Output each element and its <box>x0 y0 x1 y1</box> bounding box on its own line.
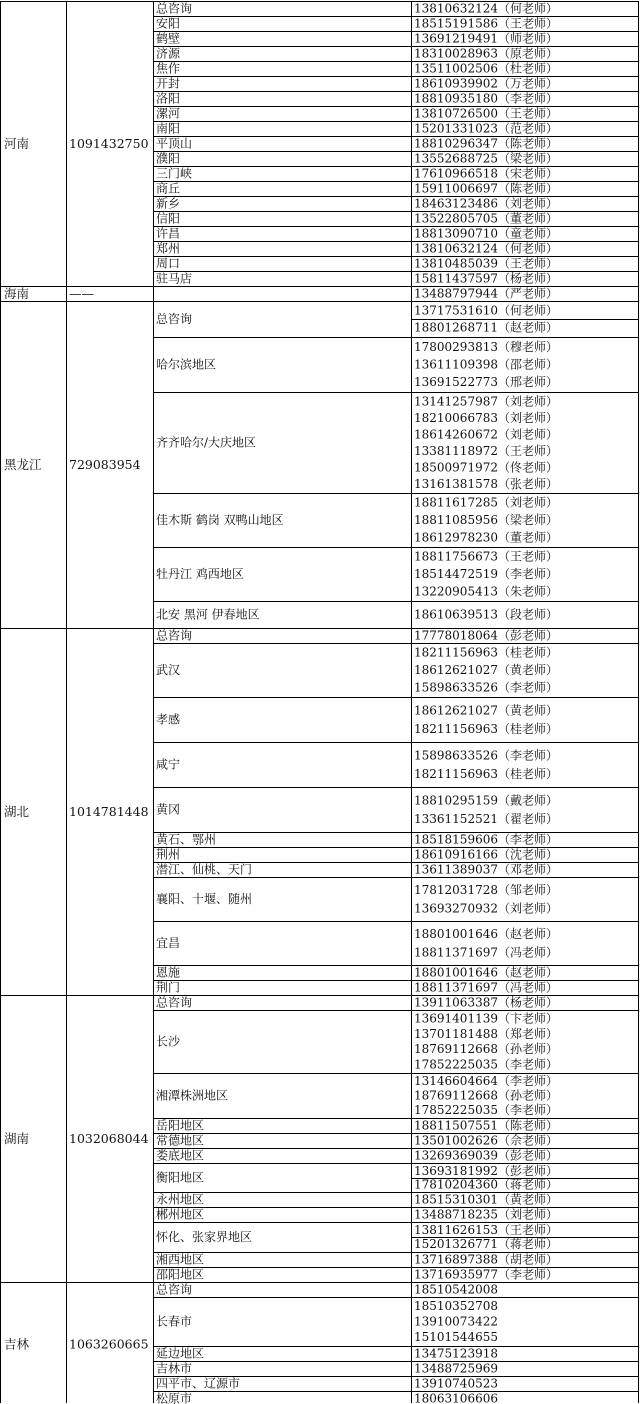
region-name: 鹤壁 <box>156 31 181 46</box>
province-name: 河南 <box>4 136 30 151</box>
region-name: 荆门 <box>156 980 181 995</box>
phone-entry: 18211156963（桂老师） <box>414 721 558 736</box>
phone-entry: 13361152521（翟老师） <box>414 811 558 826</box>
phone-entry: 15101544655 <box>414 1330 498 1345</box>
phone-entry: 13716897388（胡老师） <box>414 1252 558 1267</box>
region-name: 总咨询 <box>156 1282 193 1297</box>
phone-entry: 18310028963（原老师） <box>414 46 558 61</box>
phone-entry: 18211156963（桂老师） <box>414 766 558 781</box>
phone-entry: 18515310301（黄老师） <box>414 1192 558 1207</box>
phone-entry: 13488725969 <box>414 1361 498 1376</box>
phone-entry: 13611389037（邓老师） <box>414 862 558 877</box>
phone-entry: 18510542008 <box>414 1282 498 1297</box>
province-name: 海南 <box>4 286 30 301</box>
phone-entry: 15911006697（陈老师） <box>414 181 558 196</box>
phone-entry: 17800293813（穆老师） <box>414 339 558 354</box>
phone-entry: 13910073422 <box>414 1314 498 1329</box>
region-name: 商丘 <box>156 181 181 196</box>
phone-entry: 13810632124（何老师） <box>414 1 558 16</box>
phone-entry: 13717531610（何老师） <box>414 303 558 318</box>
region-name: 衡阳地区 <box>156 1170 205 1185</box>
phone-entry: 13488718235（刘老师） <box>414 1207 558 1222</box>
region-name: 黄石、鄂州 <box>156 832 217 847</box>
phone-entry: 18610639513（段老师） <box>414 607 558 622</box>
province-code: 1032068044 <box>69 1131 149 1146</box>
phone-entry: 18810295159（戴老师） <box>414 793 558 808</box>
province-name: 湖南 <box>4 1131 30 1146</box>
phone-entry: 13611109398（邵老师） <box>414 357 558 372</box>
phone-entry: 17610966518（宋老师） <box>414 166 558 181</box>
phone-entry: 18811085956（梁老师） <box>414 513 558 527</box>
phone-entry: 17852225035（李老师） <box>414 1102 558 1117</box>
phone-entry: 18811507551（陈老师） <box>414 1118 558 1133</box>
phone-entry: 18518159606（李老师） <box>414 832 558 847</box>
region-name: 牡丹江 鸡西地区 <box>156 567 244 581</box>
phone-entry: 17810204360（蒋老师） <box>414 1177 558 1192</box>
phone-entry: 18515191586（王老师） <box>414 16 558 31</box>
region-name: 总咨询 <box>156 628 193 643</box>
phone-entry: 18063106606 <box>414 1391 498 1404</box>
region-name: 漯河 <box>156 106 181 121</box>
phone-entry: 18769112668（孙老师） <box>414 1042 558 1057</box>
phone-entry: 13693270932（刘老师） <box>414 901 558 916</box>
region-name: 恩施 <box>156 965 181 980</box>
phone-entry: 13552688725（梁老师） <box>414 151 558 166</box>
phone-entry: 15201331023（范老师） <box>414 121 558 136</box>
region-name: 焦作 <box>156 61 181 76</box>
phone-entry: 13269369039（彭老师） <box>414 1148 558 1163</box>
phone-entry: 17778018064（彭老师） <box>414 628 558 643</box>
region-name: 驻马店 <box>156 271 193 286</box>
region-name: 济源 <box>156 46 181 61</box>
phone-entry: 18801268711（赵老师） <box>414 320 558 335</box>
region-name: 武汉 <box>156 663 181 677</box>
phone-entry: 15811437597（杨老师） <box>414 271 558 286</box>
region-name: 襄阳、十堰、随州 <box>156 892 253 906</box>
phone-entry: 18211156963（桂老师） <box>414 645 558 660</box>
region-name: 常德地区 <box>156 1133 205 1148</box>
region-name: 湘潭株洲地区 <box>156 1088 229 1103</box>
region-name: 开封 <box>156 76 181 91</box>
phone-entry: 18514472519（李老师） <box>414 567 558 581</box>
province-code: 1014781448 <box>69 804 149 819</box>
phone-entry: 18510352708 <box>414 1298 498 1313</box>
region-name: 洛阳 <box>156 91 181 106</box>
phone-entry: 15898633526（李老师） <box>414 748 558 763</box>
phone-entry: 13910740523 <box>414 1376 498 1391</box>
province-code: —— <box>69 286 94 301</box>
phone-entry: 13475123918 <box>414 1346 498 1361</box>
phone-entry: 18612621027（黄老师） <box>414 663 558 677</box>
region-name: 长沙 <box>156 1034 181 1049</box>
phone-entry: 13810726500（王老师） <box>414 106 558 121</box>
phone-entry: 13811626153（王老师） <box>414 1223 558 1237</box>
region-name: 总咨询 <box>156 312 193 326</box>
phone-entry: 18210066783（刘老师） <box>414 410 558 425</box>
region-name: 许昌 <box>156 226 181 241</box>
province-name: 湖北 <box>4 804 30 819</box>
region-name: 湘西地区 <box>156 1252 205 1267</box>
region-name: 哈尔滨地区 <box>156 357 217 372</box>
region-name: 吉林市 <box>156 1361 193 1376</box>
region-name: 郑州 <box>156 241 181 256</box>
phone-entry: 15898633526（李老师） <box>414 680 558 695</box>
phone-entry: 13141257987（刘老师） <box>414 394 558 409</box>
phone-entry: 13522805705（董老师） <box>414 211 558 226</box>
phone-entry: 13701181488（郑老师） <box>414 1026 558 1041</box>
phone-entry: 18813090710（童老师） <box>414 226 558 241</box>
phone-entry: 18810296347（陈老师） <box>414 136 558 151</box>
phone-entry: 13381118972（王老师） <box>414 443 558 458</box>
province-code: 729083954 <box>69 457 141 472</box>
region-name: 南阳 <box>156 121 181 136</box>
region-name: 三门峡 <box>156 166 193 181</box>
region-name: 孝感 <box>156 712 181 727</box>
region-name: 佳木斯 鹤岗 双鸭山地区 <box>156 513 284 527</box>
phone-entry: 18769112668（孙老师） <box>414 1088 558 1103</box>
region-name: 信阳 <box>156 211 181 226</box>
phone-entry: 18801001646（赵老师） <box>414 926 558 941</box>
phone-entry: 13810485039（王老师） <box>414 256 558 271</box>
phone-entry: 17852225035（李老师） <box>414 1057 558 1072</box>
region-name: 松原市 <box>156 1391 193 1404</box>
region-name: 荆州 <box>156 847 181 862</box>
phone-entry: 13161381578（张老师） <box>414 476 558 491</box>
phone-entry: 13911063387（杨老师） <box>414 995 558 1010</box>
phone-entry: 13691522773（邢老师） <box>414 375 558 390</box>
region-name: 北安 黑河 伊春地区 <box>156 607 260 622</box>
region-name: 濮阳 <box>156 151 181 166</box>
phone-entry: 15201326771（蒋老师） <box>414 1237 558 1251</box>
phone-entry: 13716935977（李老师） <box>414 1267 558 1282</box>
region-name: 齐齐哈尔/大庆地区 <box>156 435 257 450</box>
phone-entry: 18612978230（董老师） <box>414 530 558 545</box>
region-name: 总咨询 <box>156 995 193 1010</box>
phone-entry: 17812031728（邹老师） <box>414 882 558 897</box>
region-name: 延边地区 <box>156 1346 205 1361</box>
phone-entry: 18811756673（王老师） <box>414 549 558 564</box>
region-name: 邵阳地区 <box>156 1267 205 1282</box>
province-name: 吉林 <box>4 1336 30 1352</box>
phone-entry: 13146604664（李老师） <box>414 1074 558 1089</box>
phone-entry: 13220905413（朱老师） <box>414 584 558 599</box>
region-name: 潜江、仙桃、天门 <box>156 862 253 877</box>
phone-entry: 13691401139（卞老师） <box>414 1011 558 1026</box>
phone-entry: 13488797944（严老师） <box>414 286 558 301</box>
phone-entry: 13691219491（师老师） <box>414 31 558 46</box>
region-name: 娄底地区 <box>156 1148 205 1163</box>
region-name: 周口 <box>156 256 181 271</box>
region-name: 安阳 <box>156 16 181 31</box>
phone-entry: 18463123486（刘老师） <box>414 196 558 211</box>
province-code: 1063260665 <box>69 1336 149 1352</box>
phone-entry: 18610939902（万老师） <box>414 76 558 91</box>
phone-entry: 13511002506（杜老师） <box>414 61 558 76</box>
province-name: 黑龙江 <box>4 457 42 472</box>
phone-entry: 18811371697（冯老师） <box>414 980 558 995</box>
phone-entry: 13501002626（佘老师） <box>414 1133 558 1148</box>
province-code: 1091432750 <box>69 136 149 151</box>
phone-entry: 18614260672（刘老师） <box>414 427 558 442</box>
region-name: 永州地区 <box>156 1192 205 1207</box>
phone-entry: 13810632124（何老师） <box>414 241 558 256</box>
region-name: 四平市、辽源市 <box>156 1376 241 1391</box>
region-name: 宜昌 <box>156 936 181 950</box>
region-name: 平顶山 <box>156 136 193 151</box>
region-name: 长春市 <box>156 1314 193 1329</box>
region-name: 怀化、张家界地区 <box>156 1230 253 1244</box>
phone-entry: 18810935180（李老师） <box>414 91 558 106</box>
phone-entry: 18500971972（佟老师） <box>414 460 558 475</box>
phone-entry: 18811371697（冯老师） <box>414 945 558 960</box>
region-name: 岳阳地区 <box>156 1118 205 1133</box>
phone-entry: 13693181992（彭老师） <box>414 1163 558 1178</box>
phone-entry: 18811617285（刘老师） <box>414 495 558 510</box>
phone-entry: 18610916166（沈老师） <box>414 847 558 862</box>
region-name: 黄冈 <box>156 802 181 817</box>
region-name: 总咨询 <box>156 1 193 16</box>
region-name: 咸宁 <box>156 757 181 772</box>
region-name: 郴州地区 <box>156 1207 205 1222</box>
phone-entry: 18801001646（赵老师） <box>414 965 558 980</box>
phone-entry: 18612621027（黄老师） <box>414 703 558 718</box>
region-name: 新乡 <box>156 196 181 211</box>
